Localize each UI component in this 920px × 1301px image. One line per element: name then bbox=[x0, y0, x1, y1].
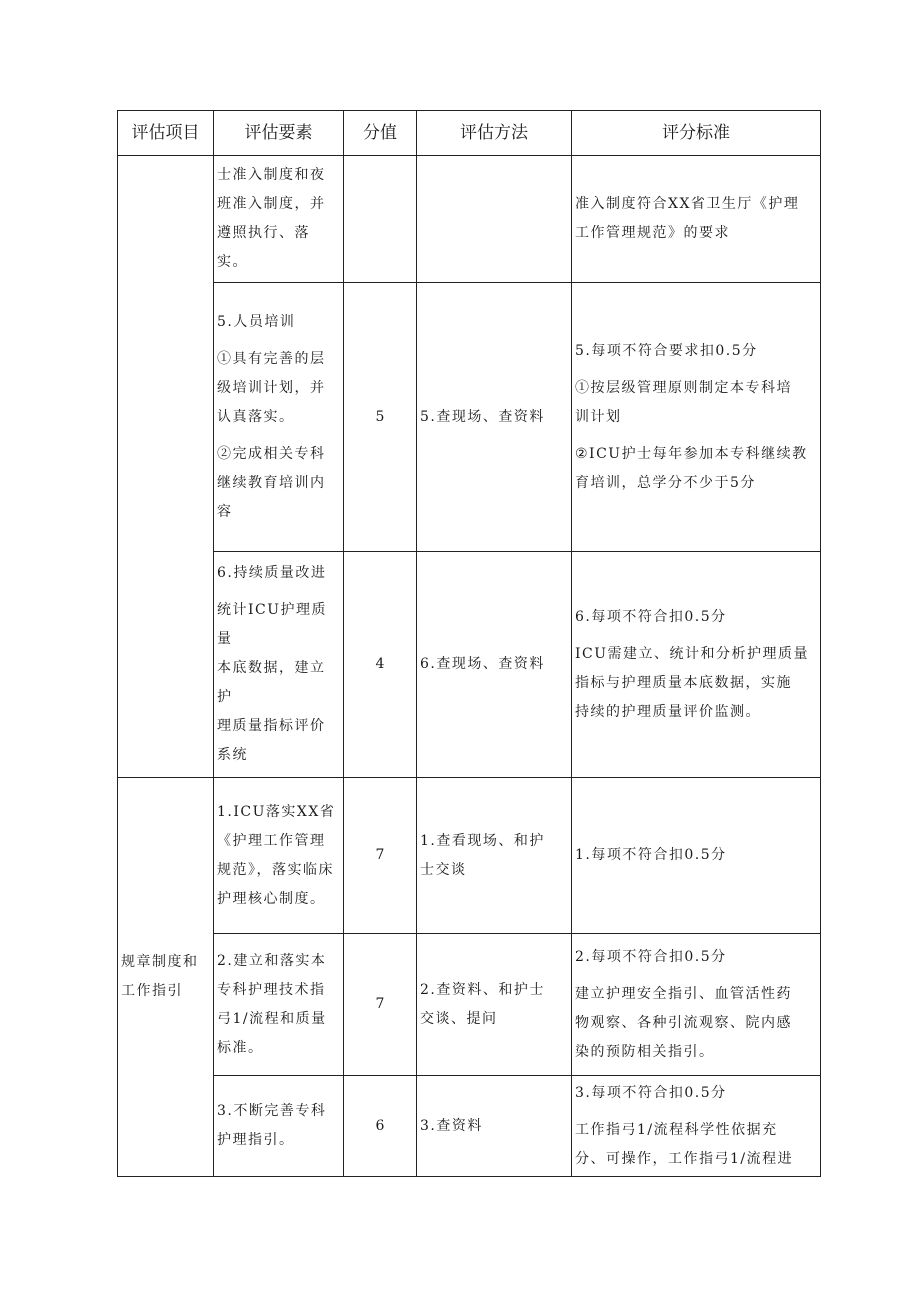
criteria-line: 工作管理规范》的要求 bbox=[575, 225, 730, 241]
criteria-line: ①按层级管理原则制定本专科培 bbox=[575, 379, 792, 396]
element-line: 班准入制度，并 bbox=[217, 196, 326, 212]
element-line: 1.ICU落实XX省 bbox=[217, 803, 336, 820]
score-cell: 6 bbox=[344, 1076, 417, 1177]
criteria-line: 分、可操作，工作指弓1/流程进 bbox=[575, 1150, 794, 1167]
element-line: ①具有完善的层 bbox=[217, 350, 326, 367]
element-title: 6.持续质量改进 bbox=[217, 565, 327, 581]
element-line: 3.不断完善专科 bbox=[217, 1103, 327, 1119]
score-cell: 7 bbox=[344, 778, 417, 934]
element-line: 认真落实。 bbox=[217, 408, 295, 425]
method-cell: 3.查资料 bbox=[417, 1076, 572, 1177]
table-row bbox=[118, 552, 821, 778]
element-line: 2.建立和落实本 bbox=[217, 952, 327, 969]
criteria-cell bbox=[572, 778, 821, 934]
criteria-title: 1.每项不符合扣0.5分 bbox=[575, 847, 727, 863]
header-method: 评估方法 bbox=[417, 111, 572, 156]
header-score: 分值 bbox=[344, 111, 417, 156]
header-item: 评估项目 bbox=[118, 111, 214, 156]
table-row bbox=[118, 1076, 821, 1177]
criteria-line: 育培训，总学分不少于5分 bbox=[575, 474, 756, 491]
element-line: 护理核心制度。 bbox=[217, 890, 326, 907]
element-line: 统计ICU护理质量 bbox=[217, 602, 328, 647]
criteria-cell bbox=[572, 552, 821, 778]
element-line: 士准入制度和夜 bbox=[217, 167, 326, 183]
criteria-cell bbox=[572, 283, 821, 552]
element-line: 标准。 bbox=[217, 1039, 264, 1056]
element-cell bbox=[214, 552, 344, 778]
element-line: 《护理工作管理 bbox=[217, 832, 326, 849]
element-cell bbox=[214, 1076, 344, 1177]
method-cell: 5.查现场、查资料 bbox=[417, 283, 572, 552]
element-line: 理质量指标评价 bbox=[217, 718, 326, 734]
score-cell: 7 bbox=[344, 934, 417, 1076]
method-cell bbox=[417, 934, 572, 1076]
method-cell bbox=[417, 156, 572, 283]
element-line: 继续教育培训内 bbox=[217, 474, 326, 491]
table-row bbox=[118, 778, 821, 934]
element-line: 遵照执行、落 bbox=[217, 225, 310, 241]
element-line: 容 bbox=[217, 503, 233, 520]
element-line: 弓1/流程和质量 bbox=[217, 1010, 327, 1027]
method-line: 士交谈 bbox=[420, 861, 467, 878]
criteria-line: ICU需建立、统计和分析护理质量 bbox=[575, 645, 810, 662]
criteria-line: 染的预防相关指引。 bbox=[575, 1043, 715, 1060]
element-line: 实。 bbox=[217, 254, 248, 270]
score-cell: 4 bbox=[344, 552, 417, 778]
element-line: 级培训计划，并 bbox=[217, 379, 326, 396]
element-line: 护理指引。 bbox=[217, 1132, 295, 1148]
criteria-line: 训计划 bbox=[575, 408, 622, 425]
element-line: 系统 bbox=[217, 747, 248, 763]
method-cell: 6.查现场、查资料 bbox=[417, 552, 572, 778]
criteria-line: 持续的护理质量评价监测。 bbox=[575, 703, 761, 720]
element-line: 本底数据，建立护 bbox=[217, 660, 326, 705]
method-line: 1.查看现场、和护 bbox=[420, 832, 545, 849]
table-row bbox=[118, 283, 821, 552]
score-cell bbox=[344, 156, 417, 283]
element-cell bbox=[214, 934, 344, 1076]
criteria-title: 5.每项不符合要求扣0.5分 bbox=[575, 342, 758, 359]
item-cell-empty bbox=[118, 156, 214, 778]
criteria-line: 准入制度符合XX省卫生厅《护理 bbox=[575, 196, 800, 212]
header-element: 评估要素 bbox=[214, 111, 344, 156]
criteria-line: 指标与护理质量本底数据，实施 bbox=[575, 674, 792, 691]
criteria-title: 2.每项不符合扣0.5分 bbox=[575, 948, 727, 965]
criteria-line: 工作指弓1/流程科学性依据充 bbox=[575, 1121, 778, 1138]
header-criteria: 评分标准 bbox=[572, 111, 821, 156]
evaluation-table bbox=[117, 110, 821, 1177]
element-line: 规范》，落实临床 bbox=[217, 861, 334, 878]
score-cell: 5 bbox=[344, 283, 417, 552]
criteria-line: ②ICU护士每年参加本专科继续教 bbox=[575, 445, 808, 462]
item-cell: 规章制度和工作指引 bbox=[118, 778, 214, 1177]
element-cell bbox=[214, 778, 344, 934]
element-title: 5.人员培训 bbox=[217, 313, 296, 330]
table-row bbox=[118, 934, 821, 1076]
element-line: ②完成相关专科 bbox=[217, 445, 326, 462]
method-line: 交谈、提问 bbox=[420, 1010, 498, 1027]
criteria-cell bbox=[572, 1076, 821, 1177]
table-row bbox=[118, 156, 821, 283]
criteria-cell bbox=[572, 934, 821, 1076]
criteria-title: 6.每项不符合扣0.5分 bbox=[575, 608, 727, 625]
criteria-line: 建立护理安全指引、血管活性药 bbox=[575, 985, 792, 1002]
element-line: 专科护理技术指 bbox=[217, 981, 326, 998]
element-cell bbox=[214, 156, 344, 283]
element-cell bbox=[214, 283, 344, 552]
table-header-row bbox=[118, 111, 821, 156]
criteria-title: 3.每项不符合扣0.5分 bbox=[575, 1084, 727, 1101]
criteria-cell bbox=[572, 156, 821, 283]
criteria-line: 物观察、各种引流观察、院内感 bbox=[575, 1014, 792, 1031]
method-line: 2.查资料、和护士 bbox=[420, 981, 545, 998]
method-cell bbox=[417, 778, 572, 934]
